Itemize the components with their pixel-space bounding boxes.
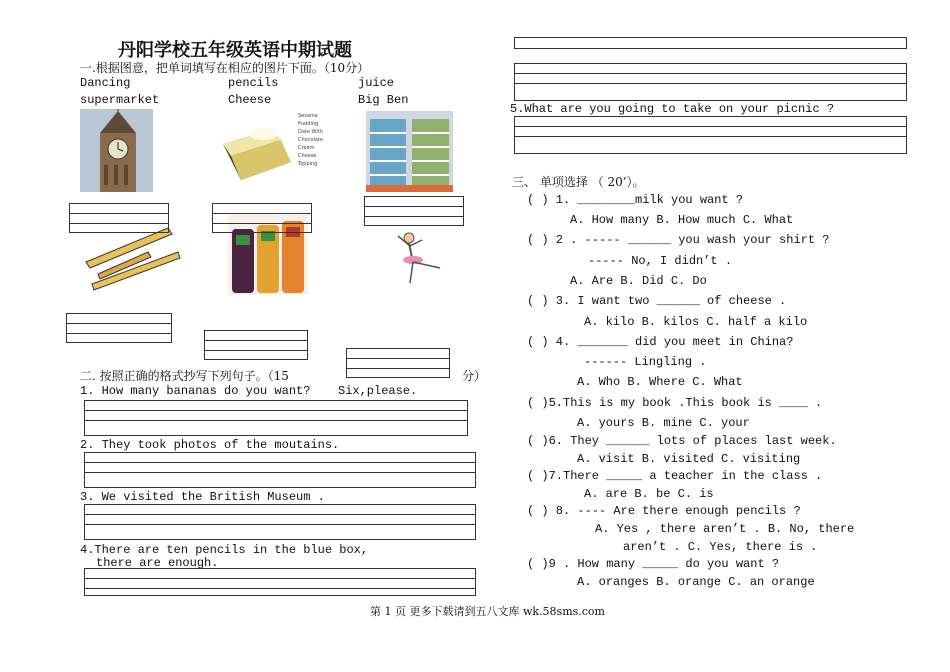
copy-lines-5[interactable]	[514, 116, 907, 154]
big-ben-image	[80, 109, 153, 192]
q7: ( )7.There _____ a teacher in the class .	[527, 469, 823, 483]
copy-lines-3[interactable]	[84, 504, 476, 540]
answer-box-dancing[interactable]	[346, 348, 450, 378]
section2-heading-score: 分）	[462, 369, 487, 383]
copy-lines-4b[interactable]	[514, 63, 907, 101]
q2-options: A. Are B. Did C. Do	[570, 274, 707, 288]
q2-dialog: ----- No, I didn’t .	[588, 254, 733, 268]
q9-options: A. oranges B. orange C. an orange	[577, 575, 815, 589]
q6-options: A. visit B. visited C. visiting	[577, 452, 801, 466]
section2-heading: 二. 按照正确的格式抄写下列句子。（15	[80, 369, 289, 383]
page-title: 丹阳学校五年级英语中期试题	[118, 40, 352, 61]
section3-heading: 三、 单项选择 （ 20’）。	[512, 175, 645, 189]
q4: ( ) 4. _______ did you meet in China?	[527, 335, 794, 349]
q4-options: A. Who B. Where C. What	[577, 375, 743, 389]
supermarket-image	[366, 111, 453, 192]
q5-options: A. yours B. mine C. your	[577, 416, 750, 430]
sentence-4: 4.There are ten pencils in the blue box,	[80, 543, 369, 557]
sentence-1-answer: Six,please.	[338, 384, 418, 398]
q2: ( ) 2 . ----- ______ you wash your shirt ?	[527, 233, 830, 247]
q7-options: A. are B. be C. is	[584, 487, 714, 501]
answer-box-pencils[interactable]	[66, 313, 172, 343]
q5: ( )5.This is my book .This book is ____ .	[527, 396, 823, 410]
q3-options: A. kilo B. kilos C. half a kilo	[584, 315, 808, 329]
sentence-3: 3. We visited the British Museum .	[80, 490, 325, 504]
copy-line-top[interactable]	[514, 37, 907, 49]
answer-box-cheese[interactable]	[212, 203, 312, 233]
q8: ( ) 8. ---- Are there enough pencils ?	[527, 504, 801, 518]
copy-lines-4[interactable]	[84, 568, 476, 596]
dancer-image	[392, 228, 450, 290]
answer-box-supermarket[interactable]	[364, 196, 464, 226]
word-pencils: pencils	[228, 76, 279, 90]
section1-heading: 一.根据图意，把单词填写在相应的图片下面。（10分）	[80, 61, 370, 75]
q8-options-cont: aren’t . C. Yes, there is .	[623, 540, 818, 554]
copy-lines-1[interactable]	[84, 400, 468, 436]
word-cheese: Cheese	[228, 93, 272, 107]
q8-options: A. Yes , there aren’t . B. No, there	[595, 522, 855, 536]
answer-box-juice[interactable]	[204, 330, 308, 360]
cheese-cake-image	[221, 110, 295, 192]
q6: ( )6. They ______ lots of places last week.	[527, 434, 837, 448]
word-big-ben: Big Ben	[358, 93, 409, 107]
word-juice: juice	[358, 76, 395, 90]
sentence-5: 5.What are you going to take on your picnic ?	[510, 102, 835, 116]
sentence-4-cont: there are enough.	[96, 556, 219, 570]
sentence-2: 2. They took photos of the moutains.	[80, 438, 340, 452]
cheese-menu-list: Sesame Pudding Date With Chocolate Cream Cheese Topping	[298, 113, 324, 167]
word-dancing: Dancing	[80, 76, 131, 90]
answer-box-big-ben[interactable]	[69, 203, 169, 233]
q4-dialog: ------ Lingling .	[584, 355, 707, 369]
q3: ( ) 3. I want two ______ of cheese .	[527, 294, 787, 308]
q9: ( )9 . How many _____ do you want ?	[527, 557, 780, 571]
q1: ( ) 1. ________milk you want ?	[527, 193, 744, 207]
sentence-1: 1. How many bananas do you want?	[80, 384, 311, 398]
copy-lines-2[interactable]	[84, 452, 476, 488]
word-supermarket: supermarket	[80, 93, 160, 107]
q1-options: A. How many B. How much C. What	[570, 213, 794, 227]
page-footer: 第 1 页 更多下载请到五八文库 wk.58sms.com	[370, 605, 605, 618]
